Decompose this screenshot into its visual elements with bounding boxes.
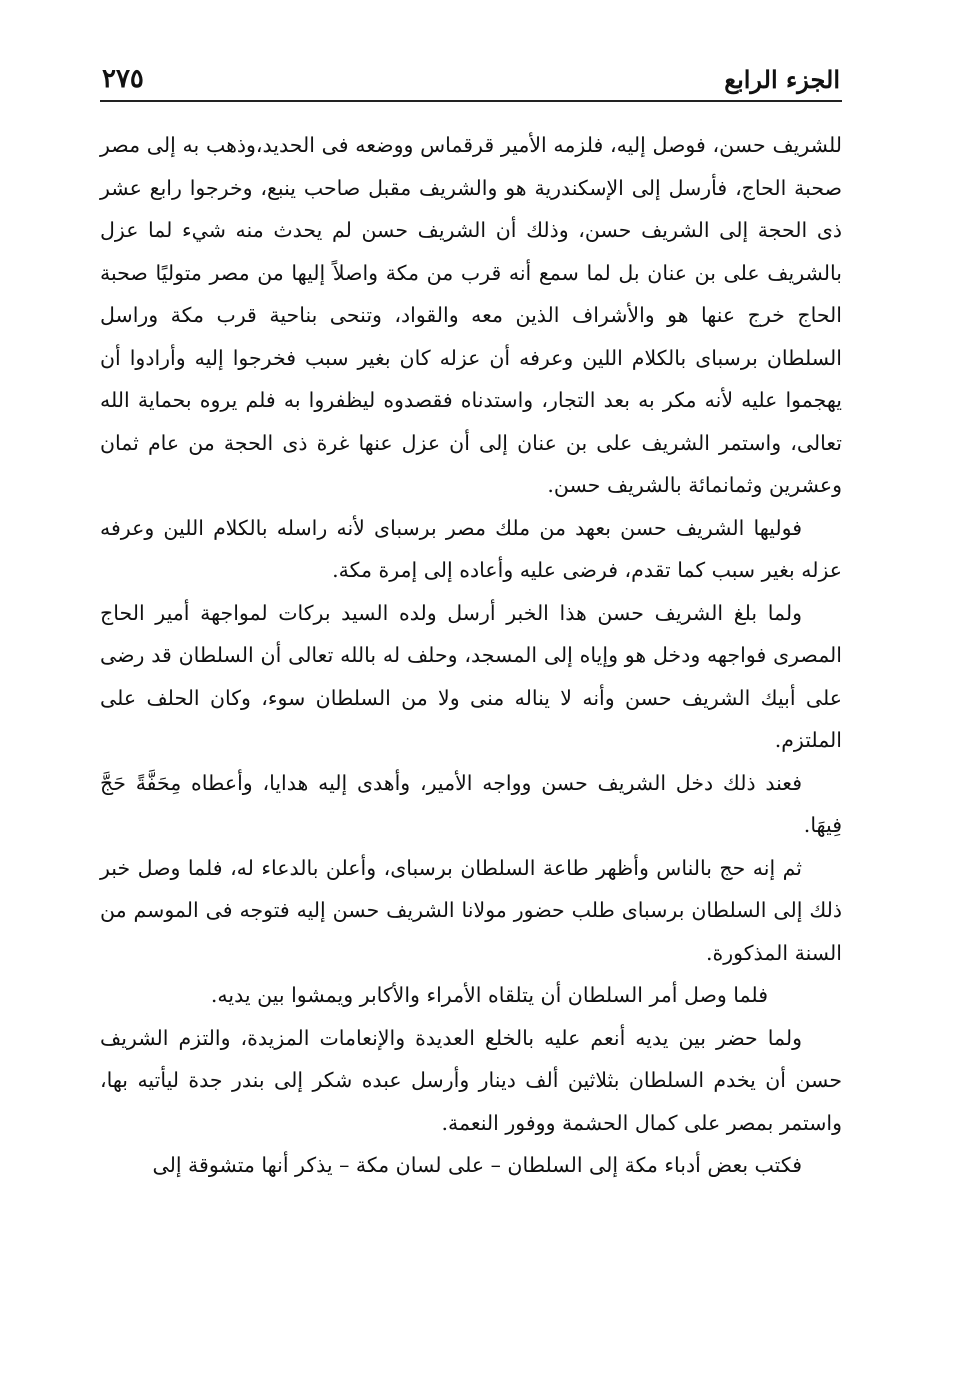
running-header-title: الجزء الرابع — [724, 65, 840, 94]
paragraph: فكتب بعض أدباء مكة إلى السلطان – على لسان مكة – يذكر أنها متشوقة إلى — [152, 1153, 802, 1177]
page-header — [100, 58, 842, 102]
paragraph: ولما حضر بين يديه أنعم عليه بالخلع العديدة والإنعامات المزيدة، والتزم الشريف حسن أن يخدم السلطان بثلاثين ألف دينار وأرسل عبده شكر إلى بندر جدة ليأتيه بها، واستمر بمصر على كمال الحشمة ووفور النعمة. — [100, 1025, 842, 1135]
paragraph: ثم إنه حج بالناس وأظهر طاعة السلطان برسباى، وأعلن بالدعاء له، فلما وصل خبر ذلك إلى السلطان برسباى طلب حضور مولانا الشريف حسن إليه فتوجه فى الموسم من السنة المذكورة. — [100, 855, 842, 965]
book-page — [100, 58, 842, 1348]
paragraph: فوليها الشريف حسن بعهد من ملك مصر برسباى لأنه راسله بالكلام اللين وعرفه عزله بغير سبب كما تقدم، فرضى عليه وأعاده إلى إمرة مكة. — [100, 515, 842, 582]
paragraph: ولما بلغ الشريف حسن هذا الخبر أرسل ولده السيد بركات لمواجهة أمير الحاج المصرى فواجهه ودخل هو وإياه إلى المسجد، وحلف له بالله تعالى أن السلطان قد رضى على أبيك الشريف حسن وأنه لا يناله منى ولا من السلطان سوء، وكان الحلف على الملتزم. — [100, 600, 842, 752]
paragraph: فلما وصل أمر السلطان أن يتلقاه الأمراء والأكابر ويمشوا بين يديه. — [210, 983, 768, 1007]
page-body — [100, 124, 842, 1187]
page-number: ٢٧٥ — [102, 64, 144, 94]
paragraph: للشريف حسن، فوصل إليه، فلزمه الأمير قرقماس ووضعه فى الحديد،وذهب به إلى مصر صحبة الحاج، فأرسل إلى الإسكندرية هو والشريف مقبل صاحب ينبع، وخرجوا رابع عشر ذى الحجة إلى الشريف حسن، وذلك أن الشريف حسن لم يحدث منه شيء لما عزل بالشريف على بن عنان بل لما سمع أنه قرب من مكة واصلاً إليها من مصر متوليًا صحبة الحاج خرج عنها هو والأشراف الذين معه والقواد، وتنحى بناحية قرب مكة وراسل السلطان برسباى بالكلام اللين وعرفه أن عزله كان بغير سبب فخرجوا إليه وأرادوا أن يهجموا عليه لأنه مكر به بعد التجار، واستدناه فقصدوه ليظفروا به فلم يروه بحماية الله تعالى، واستمر الشريف على بن عنان إلى أن عزل عنها غرة ذى الحجة من عام ثمان وعشرين وثمانمائة بالشريف حسن. — [100, 133, 842, 497]
paragraph: فعند ذلك دخل الشريف حسن وواجه الأمير، وأهدى إليه هدايا، وأعطاه مِحَفَّةً حَجَّ فِيهَا. — [100, 770, 842, 837]
